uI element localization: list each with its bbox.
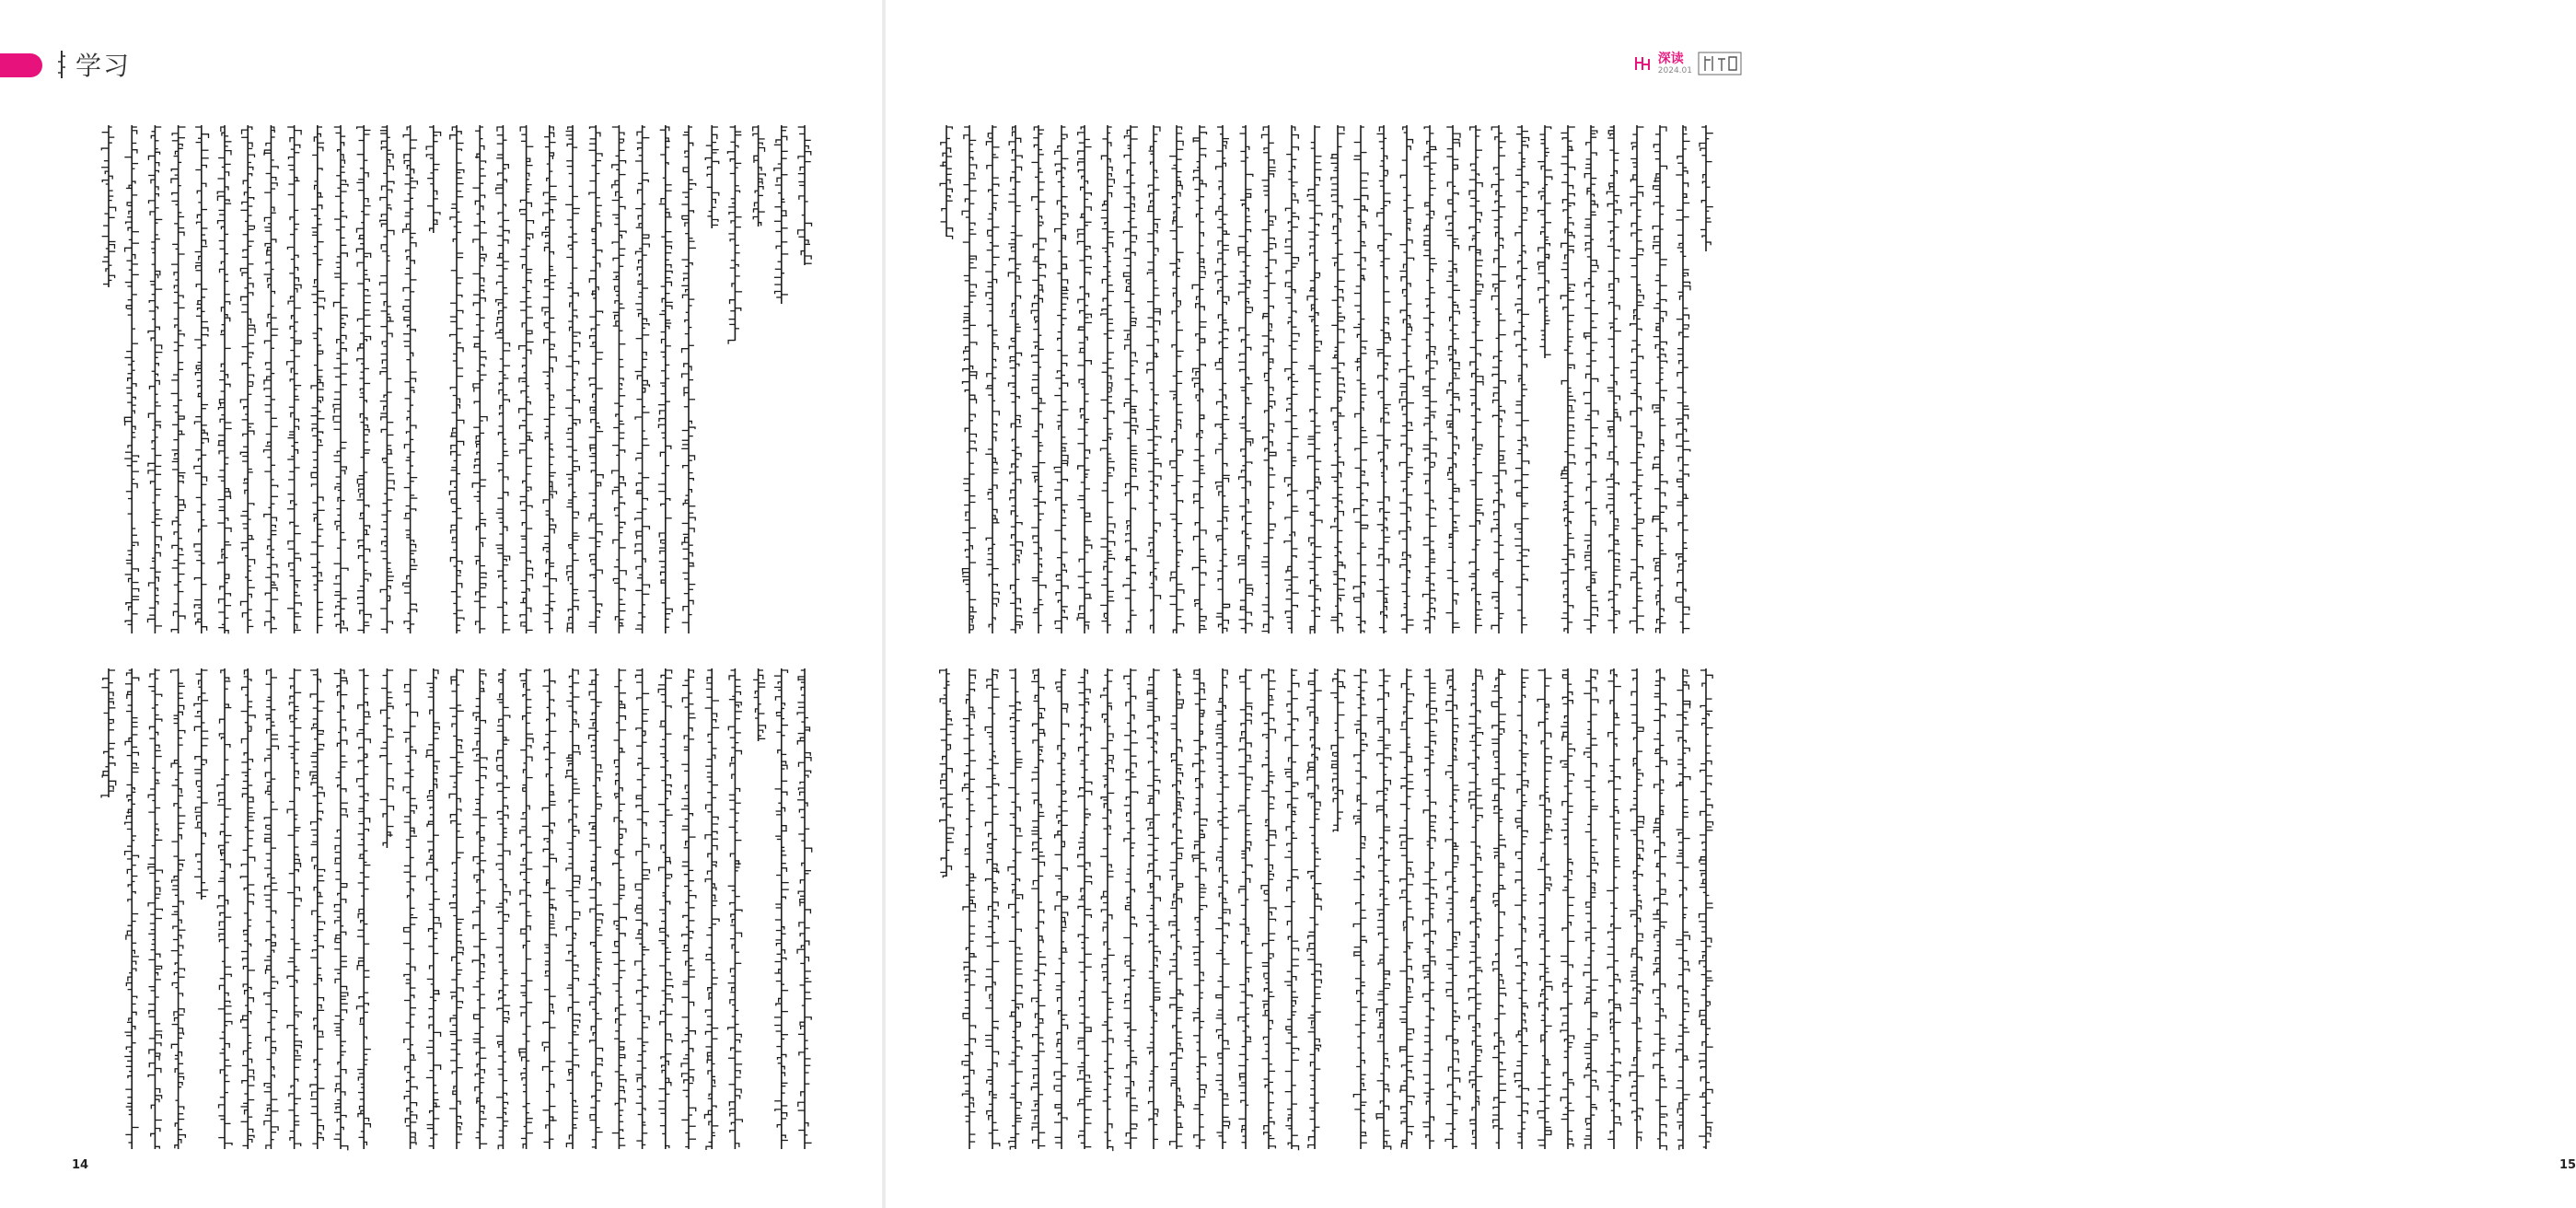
right-page	[884, 0, 2576, 1208]
deep-read-label	[1658, 52, 1692, 76]
magazine-logo-icon	[1698, 52, 1742, 76]
right-upper-text-block	[939, 122, 1731, 637]
mongolian-text-columns	[939, 122, 1731, 637]
page-number-right: 15	[2559, 1158, 2576, 1172]
mongolian-section-label-icon	[55, 49, 68, 80]
deep-read-title: 深读	[1657, 51, 1684, 66]
mongolian-text-columns	[101, 665, 829, 1153]
left-lower-text-block	[101, 665, 829, 1153]
page-number-left: 14	[72, 1158, 89, 1172]
mongolian-text-columns	[101, 122, 829, 637]
left-upper-text-block	[101, 122, 829, 637]
section-tab-marker	[0, 53, 42, 77]
left-page	[0, 0, 884, 1208]
section-title: 学习	[75, 51, 132, 81]
right-lower-text-block	[939, 665, 1731, 1153]
magazine-header	[1632, 52, 1742, 76]
mongolian-brand-icon	[1632, 53, 1653, 74]
mongolian-text-columns	[939, 665, 1731, 1153]
issue-date: 2024.01	[1657, 65, 1692, 76]
section-header	[55, 46, 131, 83]
